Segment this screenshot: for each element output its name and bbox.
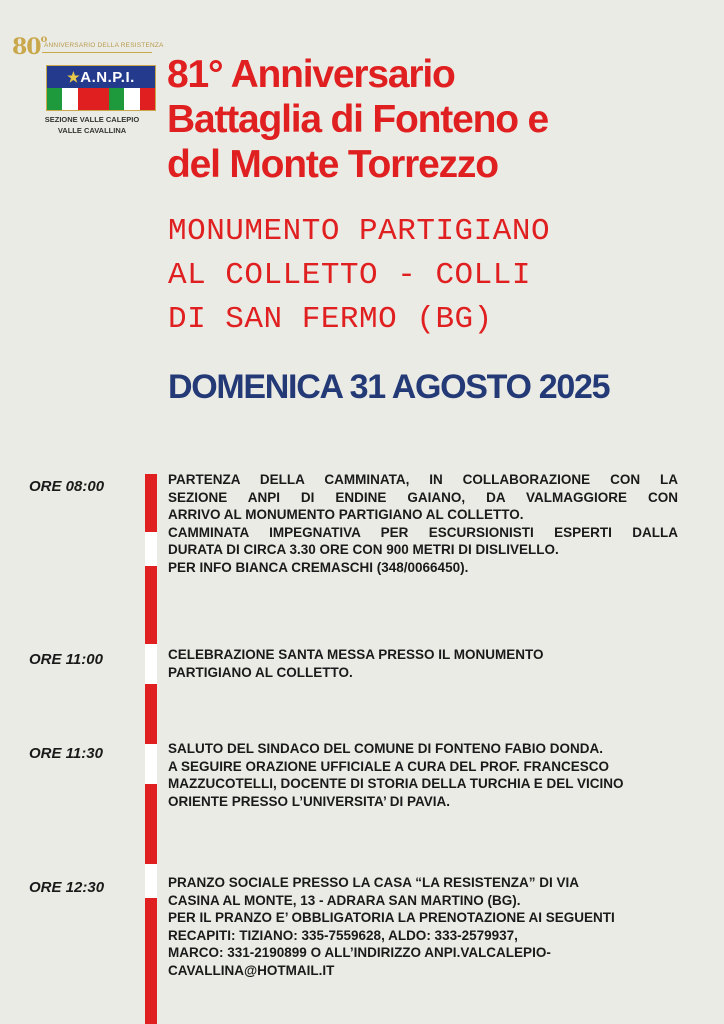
schedule-time: ORE 11:30: [29, 745, 103, 762]
timeline-segment: [145, 684, 157, 744]
anniversary-text: ANNIVERSARIO DELLA RESISTENZA: [44, 42, 164, 49]
flag-stripes: [47, 88, 155, 110]
location-line: MONUMENTO PARTIGIANO: [168, 214, 551, 249]
timeline-segment: [145, 532, 157, 566]
schedule-description: PARTENZA DELLA CAMMINATA, IN COLLABORAZIONE CON LA SEZIONE ANPI DI ENDINE GAIANO, DA VALMAGGIORE CON ARRIVO AL MONUMENTO PARTIGIANO AL COLLETTO. CAMMINATA IMPEGNATIVA PER ESCURSIONISTI ESPERTI DALLA DURATA DI CIRCA 3.30 ORE CON 900 METRI DI DISLIVELLO. PER INFO BIANCA CREMASCHI (348/0066450).: [168, 472, 678, 575]
flag-stripe: [47, 88, 62, 110]
schedule-description: PRANZO SOCIALE PRESSO LA CASA “LA RESISTENZA” DI VIA CASINA AL MONTE, 13 - ADRARA SAN MARTINO (BG). PER IL PRANZO E’ OBBLIGATORIA LA PRENOTAZIONE AI SEGUENTI RECAPITI: TIZIANO: 335-7559628, ALDO: 333-2579937, MARCO: 331-2190899 O ALL’INDIRIZZO ANPI.VALCALEPIO- CAVALLINA@HOTMAIL.IT: [168, 875, 615, 978]
title-line: Battaglia di Fonteno e: [167, 98, 548, 141]
schedule-time: ORE 08:00: [29, 478, 105, 495]
timeline-bar: [145, 474, 157, 1024]
flag-stripe: [109, 88, 124, 110]
title-line: del Monte Torrezzo: [167, 143, 498, 186]
timeline-segment: [145, 474, 157, 532]
divider: [42, 52, 152, 53]
schedule-description: CELEBRAZIONE SANTA MESSA PRESSO IL MONUMENTO PARTIGIANO AL COLLETTO.: [168, 647, 544, 680]
flag-stripe: [124, 88, 139, 110]
location-line: DI SAN FERMO (BG): [168, 302, 493, 337]
timeline-segment: [145, 644, 157, 684]
flag-stripe: [93, 88, 108, 110]
schedule-time: ORE 11:00: [29, 651, 103, 668]
timeline-segment: [145, 744, 157, 784]
anniversary-badge: [12, 32, 164, 62]
title-line: 81° Anniversario: [167, 53, 455, 96]
flag-stripe: [62, 88, 77, 110]
schedule-time: ORE 12:30: [29, 879, 105, 896]
flag-stripe: [78, 88, 93, 110]
timeline-segment: [145, 784, 157, 864]
event-title: [167, 52, 712, 187]
event-date: DOMENICA 31 AGOSTO 2025: [168, 368, 610, 406]
schedule-description: SALUTO DEL SINDACO DEL COMUNE DI FONTENO FABIO DONDA. A SEGUIRE ORAZIONE UFFICIALE A CURA DEL PROF. FRANCESCO MAZZUCOTELLI, DOCENTE DI STORIA DELLA TURCHIA E DEL VICINO ORIENTE PRESSO L’UNIVERSITA’ DI PAVIA.: [168, 741, 624, 809]
logo-caption: SEZIONE VALLE CALEPIO VALLE CAVALLINA: [44, 115, 140, 135]
flag-stripe: [140, 88, 155, 110]
location-line: AL COLLETTO - COLLI: [168, 258, 531, 293]
star-icon: ★: [67, 69, 81, 85]
anpi-org-name: A.N.P.I.: [80, 69, 135, 86]
event-location: [168, 210, 713, 342]
timeline-segment: [145, 864, 157, 898]
timeline-segment: [145, 566, 157, 644]
anpi-flag-emblem: [46, 65, 156, 111]
timeline-segment: [145, 898, 157, 1024]
anniversary-number: 80$^o$: [12, 34, 47, 60]
anpi-logo: [12, 32, 164, 142]
